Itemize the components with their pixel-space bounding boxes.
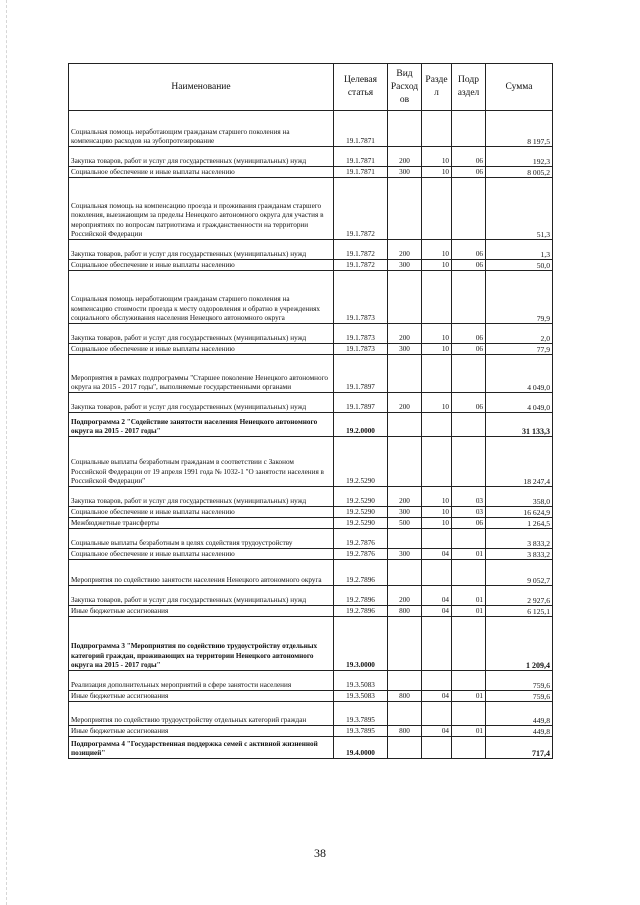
row-section-cell bbox=[422, 702, 452, 726]
row-name-cell: Иные бюджетные ассигнования bbox=[69, 726, 334, 737]
row-amount-cell: 358,0 bbox=[486, 487, 553, 507]
row-expense-type-cell: 300 bbox=[388, 260, 422, 271]
row-expense-type-cell bbox=[388, 560, 422, 586]
row-target-cell: 19.3.5083 bbox=[334, 671, 388, 691]
row-name-cell: Социальное обеспечение и иные выплаты населению bbox=[69, 507, 334, 518]
row-amount-cell: 50,0 bbox=[486, 260, 553, 271]
table-row bbox=[69, 344, 553, 355]
row-name-cell: Закупка товаров, работ и услуг для государственных (муниципальных) нужд bbox=[69, 147, 334, 167]
budget-table bbox=[68, 63, 553, 759]
row-expense-type-cell: 200 bbox=[388, 324, 422, 344]
row-target-cell: 19.2.7876 bbox=[334, 549, 388, 560]
table-header-row bbox=[69, 64, 553, 111]
row-target-cell: 19.2.5290 bbox=[334, 437, 388, 487]
table-row bbox=[69, 271, 553, 324]
table-row bbox=[69, 702, 553, 726]
row-expense-type-cell bbox=[388, 111, 422, 147]
table-body bbox=[69, 111, 553, 759]
header-subsection: Подр аздел bbox=[452, 64, 486, 111]
row-amount-cell: 1,3 bbox=[486, 240, 553, 260]
row-expense-type-cell bbox=[388, 271, 422, 324]
row-target-cell: 19.3.0000 bbox=[334, 617, 388, 671]
row-target-cell: 19.1.7872 bbox=[334, 240, 388, 260]
row-amount-cell: 79,9 bbox=[486, 271, 553, 324]
row-amount-cell: 3 833,2 bbox=[486, 529, 553, 549]
row-target-cell: 19.4.0000 bbox=[334, 737, 388, 759]
row-target-cell: 19.2.5290 bbox=[334, 507, 388, 518]
row-target-cell: 19.3.7895 bbox=[334, 726, 388, 737]
table-row bbox=[69, 355, 553, 393]
row-name-cell: Подпрограмма 2 "Содействие занятости населения Ненецкого автономного округа на 2015 - 2017 годы" bbox=[69, 413, 334, 437]
row-subsection-cell bbox=[452, 529, 486, 549]
table-row bbox=[69, 487, 553, 507]
row-subsection-cell: 01 bbox=[452, 726, 486, 737]
row-subsection-cell: 06 bbox=[452, 260, 486, 271]
row-amount-cell: 759,6 bbox=[486, 691, 553, 702]
row-target-cell: 19.1.7871 bbox=[334, 167, 388, 178]
row-expense-type-cell: 300 bbox=[388, 549, 422, 560]
row-section-cell: 10 bbox=[422, 518, 452, 529]
row-subsection-cell: 01 bbox=[452, 691, 486, 702]
row-subsection-cell: 01 bbox=[452, 586, 486, 606]
row-name-cell: Мероприятия по содействию занятости населения Ненецкого автономного округа bbox=[69, 560, 334, 586]
row-section-cell: 10 bbox=[422, 393, 452, 413]
table-row bbox=[69, 260, 553, 271]
budget-table-container bbox=[68, 63, 552, 759]
table-row bbox=[69, 606, 553, 617]
row-target-cell: 19.3.5083 bbox=[334, 691, 388, 702]
row-section-cell bbox=[422, 111, 452, 147]
row-name-cell: Иные бюджетные ассигнования bbox=[69, 691, 334, 702]
row-name-cell: Социальная помощь неработающим гражданам старшего поколения на компенсацию стоимости проезда к месту оздоровления и обратно в учреждениях социального обслуживания населения Ненецкого автономного округа bbox=[69, 271, 334, 324]
row-name-cell: Мероприятия в рамках подпрограммы "Старшее поколение Ненецкого автономного округа на 2015 - 2017 годы", выполняемые государственными органами bbox=[69, 355, 334, 393]
row-section-cell: 10 bbox=[422, 167, 452, 178]
table-row bbox=[69, 726, 553, 737]
row-name-cell: Социальное обеспечение и иные выплаты населению bbox=[69, 260, 334, 271]
row-subsection-cell bbox=[452, 560, 486, 586]
row-section-cell: 10 bbox=[422, 507, 452, 518]
row-target-cell: 19.2.7896 bbox=[334, 560, 388, 586]
row-name-cell: Социальная помощь на компенсацию проезда и проживания гражданам старшего поколения, выезжающим за пределы Ненецкого автономного округа для участия в мероприятиях по вопросам патриотизма и гражданственности на территории Российской Федерации bbox=[69, 178, 334, 240]
row-name-cell: Закупка товаров, работ и услуг для государственных (муниципальных) нужд bbox=[69, 487, 334, 507]
header-section: Разде л bbox=[422, 64, 452, 111]
row-section-cell: 10 bbox=[422, 344, 452, 355]
row-subsection-cell: 06 bbox=[452, 393, 486, 413]
row-section-cell: 04 bbox=[422, 691, 452, 702]
table-row bbox=[69, 111, 553, 147]
row-name-cell: Социальные выплаты безработным гражданам в соответствии с Законом Российской Федерации от 19 апреля 1991 года № 1032-1 "О занятости населения в Российской Федерации" bbox=[69, 437, 334, 487]
row-target-cell: 19.1.7873 bbox=[334, 324, 388, 344]
row-name-cell: Закупка товаров, работ и услуг для государственных (муниципальных) нужд bbox=[69, 240, 334, 260]
row-subsection-cell bbox=[452, 702, 486, 726]
row-amount-cell: 449,8 bbox=[486, 726, 553, 737]
row-expense-type-cell: 200 bbox=[388, 586, 422, 606]
row-section-cell: 10 bbox=[422, 260, 452, 271]
row-section-cell bbox=[422, 271, 452, 324]
row-target-cell: 19.2.7876 bbox=[334, 529, 388, 549]
row-name-cell: Закупка товаров, работ и услуг для государственных (муниципальных) нужд bbox=[69, 324, 334, 344]
header-expense-type: Вид Расход ов bbox=[388, 64, 422, 111]
row-name-cell: Закупка товаров, работ и услуг для государственных (муниципальных) нужд bbox=[69, 586, 334, 606]
row-section-cell: 10 bbox=[422, 487, 452, 507]
row-subsection-cell: 06 bbox=[452, 240, 486, 260]
table-row bbox=[69, 167, 553, 178]
row-subsection-cell bbox=[452, 671, 486, 691]
row-name-cell: Социальное обеспечение и иные выплаты населению bbox=[69, 344, 334, 355]
row-expense-type-cell: 200 bbox=[388, 240, 422, 260]
row-name-cell: Мероприятия по содействию трудоустройству отдельных категорий граждан bbox=[69, 702, 334, 726]
row-amount-cell: 192,3 bbox=[486, 147, 553, 167]
row-target-cell: 19.1.7872 bbox=[334, 178, 388, 240]
row-expense-type-cell: 800 bbox=[388, 606, 422, 617]
row-name-cell: Подпрограмма 4 "Государственная поддержка семей с активной жизненной позицией" bbox=[69, 737, 334, 759]
table-row bbox=[69, 518, 553, 529]
table-row bbox=[69, 737, 553, 759]
row-section-cell bbox=[422, 413, 452, 437]
row-expense-type-cell: 200 bbox=[388, 393, 422, 413]
row-target-cell: 19.2.0000 bbox=[334, 413, 388, 437]
row-subsection-cell bbox=[452, 437, 486, 487]
table-row bbox=[69, 147, 553, 167]
header-amount: Сумма bbox=[486, 64, 553, 111]
row-expense-type-cell bbox=[388, 355, 422, 393]
row-amount-cell: 2,0 bbox=[486, 324, 553, 344]
row-amount-cell: 4 049,0 bbox=[486, 393, 553, 413]
row-name-cell: Социальная помощь неработающим гражданам старшего поколения на компенсацию расходов на зубопротезирование bbox=[69, 111, 334, 147]
row-target-cell: 19.2.7896 bbox=[334, 606, 388, 617]
row-amount-cell: 8 005,2 bbox=[486, 167, 553, 178]
row-name-cell: Реализация дополнительных мероприятий в сфере занятости населения bbox=[69, 671, 334, 691]
row-target-cell: 19.1.7873 bbox=[334, 271, 388, 324]
row-amount-cell: 2 927,6 bbox=[486, 586, 553, 606]
row-section-cell bbox=[422, 737, 452, 759]
row-name-cell: Социальное обеспечение и иные выплаты населению bbox=[69, 167, 334, 178]
row-subsection-cell bbox=[452, 617, 486, 671]
row-amount-cell: 6 125,1 bbox=[486, 606, 553, 617]
row-target-cell: 19.1.7873 bbox=[334, 344, 388, 355]
row-section-cell bbox=[422, 617, 452, 671]
row-expense-type-cell bbox=[388, 413, 422, 437]
row-subsection-cell: 06 bbox=[452, 167, 486, 178]
table-row bbox=[69, 507, 553, 518]
row-expense-type-cell: 300 bbox=[388, 507, 422, 518]
row-expense-type-cell: 300 bbox=[388, 167, 422, 178]
row-target-cell: 19.1.7871 bbox=[334, 147, 388, 167]
row-subsection-cell bbox=[452, 413, 486, 437]
table-row bbox=[69, 549, 553, 560]
row-section-cell bbox=[422, 529, 452, 549]
table-row bbox=[69, 529, 553, 549]
row-expense-type-cell bbox=[388, 617, 422, 671]
row-amount-cell: 77,9 bbox=[486, 344, 553, 355]
row-expense-type-cell bbox=[388, 529, 422, 549]
row-section-cell bbox=[422, 178, 452, 240]
row-name-cell: Социальное обеспечение и иные выплаты населению bbox=[69, 549, 334, 560]
row-target-cell: 19.2.5290 bbox=[334, 518, 388, 529]
row-target-cell: 19.2.7896 bbox=[334, 586, 388, 606]
row-subsection-cell: 01 bbox=[452, 606, 486, 617]
table-row bbox=[69, 671, 553, 691]
row-expense-type-cell bbox=[388, 737, 422, 759]
header-name: Наименование bbox=[69, 64, 334, 111]
row-expense-type-cell: 200 bbox=[388, 147, 422, 167]
row-subsection-cell: 06 bbox=[452, 518, 486, 529]
page-number: 38 bbox=[314, 846, 326, 860]
row-target-cell: 19.1.7897 bbox=[334, 355, 388, 393]
row-amount-cell: 9 052,7 bbox=[486, 560, 553, 586]
row-subsection-cell bbox=[452, 355, 486, 393]
row-name-cell: Социальные выплаты безработным в целях содействия трудоустройству bbox=[69, 529, 334, 549]
row-expense-type-cell: 200 bbox=[388, 487, 422, 507]
row-section-cell: 10 bbox=[422, 324, 452, 344]
row-subsection-cell bbox=[452, 737, 486, 759]
row-target-cell: 19.1.7871 bbox=[334, 111, 388, 147]
row-subsection-cell: 03 bbox=[452, 487, 486, 507]
row-section-cell bbox=[422, 671, 452, 691]
row-expense-type-cell: 800 bbox=[388, 691, 422, 702]
table-row bbox=[69, 586, 553, 606]
row-expense-type-cell bbox=[388, 671, 422, 691]
row-section-cell: 04 bbox=[422, 606, 452, 617]
row-expense-type-cell: 300 bbox=[388, 344, 422, 355]
row-subsection-cell: 06 bbox=[452, 344, 486, 355]
row-amount-cell: 16 624,9 bbox=[486, 507, 553, 518]
header-target-article: Целевая статья bbox=[334, 64, 388, 111]
row-subsection-cell bbox=[452, 111, 486, 147]
row-amount-cell: 51,3 bbox=[486, 178, 553, 240]
row-amount-cell: 4 049,0 bbox=[486, 355, 553, 393]
table-row bbox=[69, 413, 553, 437]
row-amount-cell: 8 197,5 bbox=[486, 111, 553, 147]
row-expense-type-cell bbox=[388, 437, 422, 487]
row-target-cell: 19.2.5290 bbox=[334, 487, 388, 507]
row-subsection-cell bbox=[452, 178, 486, 240]
table-row bbox=[69, 240, 553, 260]
row-section-cell: 10 bbox=[422, 147, 452, 167]
row-section-cell: 04 bbox=[422, 726, 452, 737]
row-amount-cell: 1 264,5 bbox=[486, 518, 553, 529]
row-section-cell: 04 bbox=[422, 586, 452, 606]
row-expense-type-cell bbox=[388, 702, 422, 726]
row-subsection-cell: 03 bbox=[452, 507, 486, 518]
row-target-cell: 19.3.7895 bbox=[334, 702, 388, 726]
row-subsection-cell: 06 bbox=[452, 147, 486, 167]
row-expense-type-cell bbox=[388, 178, 422, 240]
table-row bbox=[69, 178, 553, 240]
row-amount-cell: 3 833,2 bbox=[486, 549, 553, 560]
table-row bbox=[69, 393, 553, 413]
table-row bbox=[69, 560, 553, 586]
row-expense-type-cell: 800 bbox=[388, 726, 422, 737]
binding-margin-line bbox=[6, 0, 7, 905]
row-amount-cell: 449,8 bbox=[486, 702, 553, 726]
row-amount-cell: 717,4 bbox=[486, 737, 553, 759]
row-target-cell: 19.1.7872 bbox=[334, 260, 388, 271]
row-name-cell: Межбюджетные трансферты bbox=[69, 518, 334, 529]
row-section-cell bbox=[422, 355, 452, 393]
row-amount-cell: 18 247,4 bbox=[486, 437, 553, 487]
table-row bbox=[69, 324, 553, 344]
table-row bbox=[69, 617, 553, 671]
row-amount-cell: 759,6 bbox=[486, 671, 553, 691]
row-amount-cell: 31 133,3 bbox=[486, 413, 553, 437]
row-name-cell: Закупка товаров, работ и услуг для государственных (муниципальных) нужд bbox=[69, 393, 334, 413]
row-name-cell: Подпрограмма 3 "Мероприятия по содействию трудоустройству отдельных категорий граждан, проживающих на территории Ненецкого автономного округа на 2015 - 2017 годы" bbox=[69, 617, 334, 671]
table-row bbox=[69, 437, 553, 487]
table-row bbox=[69, 691, 553, 702]
row-section-cell: 04 bbox=[422, 549, 452, 560]
row-expense-type-cell: 500 bbox=[388, 518, 422, 529]
row-subsection-cell: 06 bbox=[452, 324, 486, 344]
row-target-cell: 19.1.7897 bbox=[334, 393, 388, 413]
row-name-cell: Иные бюджетные ассигнования bbox=[69, 606, 334, 617]
row-section-cell: 10 bbox=[422, 240, 452, 260]
row-section-cell bbox=[422, 560, 452, 586]
row-section-cell bbox=[422, 437, 452, 487]
row-amount-cell: 1 209,4 bbox=[486, 617, 553, 671]
row-subsection-cell bbox=[452, 271, 486, 324]
row-subsection-cell: 01 bbox=[452, 549, 486, 560]
